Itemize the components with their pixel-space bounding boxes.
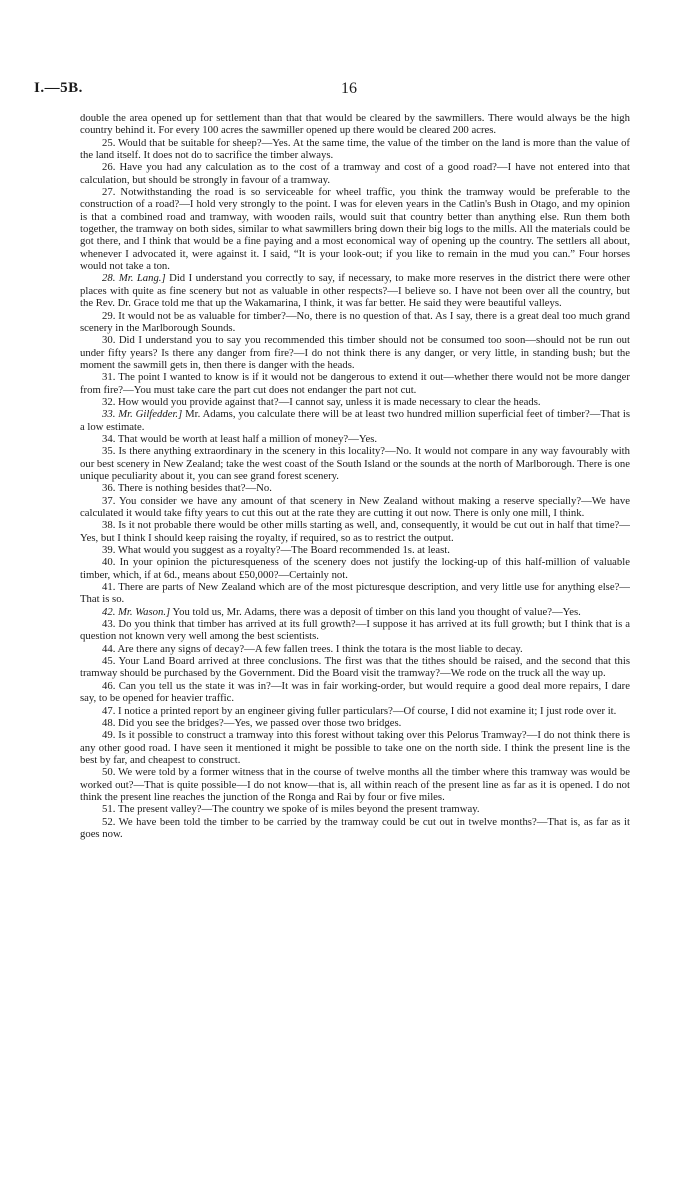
paragraph [80,445,630,482]
page-number: 16 [341,80,357,97]
document-reference: I.—5B. [34,80,83,96]
paragraph-text: 40. In your opinion the picturesqueness of the scenery does not justify the locking-up of this half-million of valuable timber, which, if at 6d., means about £50,000?—Certainly not. [80,556,630,581]
paragraph [80,643,630,655]
paragraph-text: Mr. Adams, you calculate there will be at least two hundred million superficial feet of timber?—That is a low estimate. [80,408,630,433]
paragraph-text: 29. It would not be as valuable for timber?—No, there is no question of that. As I say, there is a great deal too much grand scenery in the Marlborough Sounds. [80,309,630,334]
paragraph-text: 43. Do you think that timber has arrived at its full growth?—I suppose it has arrived at its full growth; but I think that is a question not known very well among the best scientists. [80,618,630,643]
paragraph-text: 45. Your Land Board arrived at three conclusions. The first was that the tithes should be raised, and the second that this tramway should be purchased by the Government. Did the Board visit the tramway?—We rode on the truck all the way up. [80,655,630,680]
paragraph-text: 27. Notwithstanding the road is so serviceable for wheel traffic, you think the tramway would be preferable to the construction of a road?—I hold very strongly to the point. I was for eleven years in the Catlin's Bush in Otago, and my opinion is that a combined road and tramway, with wooden rails, would suit that country better than anything else. Run them both together, the tramway on both sides, similar to what sawmillers bring down their big logs to the mills. All the materials could be got there, and I think that would be a fine paying and a most economical way of opening up the country. The settlers all about, whenever I advocated it, were against it. I said, “It is your look-out; if you like to remain in the mud you can.” Four horses would not take a ton. [80,186,630,273]
paragraph [80,705,630,717]
paragraph-text: 52. We have been told the timber to be carried by the tramway could be cut out in twelve months?—That is, as far as it goes now. [80,815,630,840]
paragraph-text: Did I understand you correctly to say, if necessary, to make more reserves in the district there were other places with quite as fine scenery but not as valuable in other respects?—I believe so. I have not been over all the country, but the Rev. Dr. Grace told me that up the Wakamarina, I think, it was far better. He said they were beautiful valleys. [80,272,630,310]
paragraph-text: 32. How would you provide against that?—I cannot say, unless it is made necessary to clear the heads. [102,395,541,408]
paragraph [80,371,630,396]
paragraph-text: 41. There are parts of New Zealand which are of the most picturesque description, and very little use for anything else?—That is so. [80,581,630,606]
paragraph-text: 38. Is it not probable there would be other mills starting as well, and, consequently, it would be cut out in half that time?—Yes, but I think I should keep raising the royalty, if required, so as to restrict the output. [80,519,630,544]
paragraph [80,482,630,494]
paragraph [80,816,630,841]
paragraph-text: 26. Have you had any calculation as to the cost of a tramway and cost of a good road?—I have not entered into that calculation, but should be strongly in favour of a tramway. [80,161,630,186]
paragraph-text: 31. The point I wanted to know is if it would not be dangerous to extend it out—whether there would not be more danger from fire?—You must take care the part cut does not endanger the part not cut. [80,371,630,396]
paragraph [80,519,630,544]
paragraph [80,606,630,618]
paragraph [80,186,630,272]
paragraph-text: 49. Is it possible to construct a tramway into this forest without taking over this Pelorus Tramway?—I do not think there is any other good road. I have seen it mentioned it might be possible to take one on the north side. I think the present line is the best by far, and cheapest to construct. [80,729,630,766]
paragraph [80,495,630,520]
paragraph-text: double the area opened up for settlement than that that would be cleared by the sawmillers. There would always be the high country behind it. For every 100 acres the sawmiller opened up there would be cleared 200 acres. [80,112,630,137]
paragraph [80,729,630,766]
speaker-label: 42. Mr. Wason.] [102,605,171,618]
paragraph-text: 44. Are there any signs of decay?—A few fallen trees. I think the totara is the most liable to decay. [102,642,523,655]
paragraph [80,272,630,309]
paragraph [80,137,630,162]
page-header [34,80,664,102]
paragraph-text: 50. We were told by a former witness that in the course of twelve months all the timber where this tramway was would be worked out?—That is quite possible—I do not know—that is, all within reach of the present line as far as it is opened. I do not think the present line reaches the junction of the Ronga and Rai by four or five miles. [80,766,630,803]
paragraph [80,544,630,556]
page-body [80,112,630,840]
paragraph-text: You told us, Mr. Adams, there was a deposit of timber on this land you thought of value?—Yes. [170,605,581,618]
paragraph-text: 30. Did I understand you to say you recommended this timber should not be consumed too soon—should not be run out under fifty years? Is there any danger from fire?—I do not think there is any danger, or very little, in standing bush; but the moment the sawmill gets in, then there is danger with the heads. [80,334,630,371]
paragraph [80,680,630,705]
paragraph [80,581,630,606]
paragraph-text: 48. Did you see the bridges?—Yes, we passed over those two bridges. [102,716,402,729]
speaker-label: 33. Mr. Gilfedder.] [102,408,183,421]
paragraph-text: 34. That would be worth at least half a million of money?—Yes. [102,432,378,445]
paragraph [80,161,630,186]
paragraph-text: 51. The present valley?—The country we spoke of is miles beyond the present tramway. [102,803,480,816]
speaker-label: 28. Mr. Lang.] [102,272,166,285]
paragraph-text: 25. Would that be suitable for sheep?—Yes. At the same time, the value of the timber on the land is more than the value of the land itself. It does not do to sacrifice the timber always. [80,136,630,162]
paragraph-text: 35. Is there anything extraordinary in the scenery in this locality?—No. It would not compare in any way favourably with our best scenery in New Zealand; take the west coast of the South Island or the sounds at the north of Marlborough. There is one unique peculiarity about it, you can see grand forest scenery. [80,445,630,482]
paragraph [80,766,630,803]
paragraph-text: 46. Can you tell us the state it was in?—It was in fair working-order, but would require a good deal more repairs, I dare say, to be opened for heavier traffic. [80,679,630,705]
paragraph-text: 39. What would you suggest as a royalty?—The Board recommended 1s. at least. [102,544,450,557]
paragraph [80,310,630,335]
paragraph [80,655,630,680]
paragraph [80,717,630,729]
paragraph [80,803,630,815]
paragraph-text: 37. You consider we have any amount of that scenery in New Zealand without making a reserve specially?—We have calculated it would take fifty years to cut this out at the rate they are cutting it out now. There is only one mill, I think. [80,494,630,519]
paragraph [80,618,630,643]
paragraph-text: 47. I notice a printed report by an engineer giving fuller particulars?—Of course, I did not examine it; I just rode over it. [102,704,617,717]
paragraph [80,396,630,408]
paragraph [80,112,630,137]
paragraph [80,408,630,433]
paragraph [80,433,630,445]
paragraph-text: 36. There is nothing besides that?—No. [102,482,272,495]
paragraph [80,334,630,371]
paragraph [80,556,630,581]
